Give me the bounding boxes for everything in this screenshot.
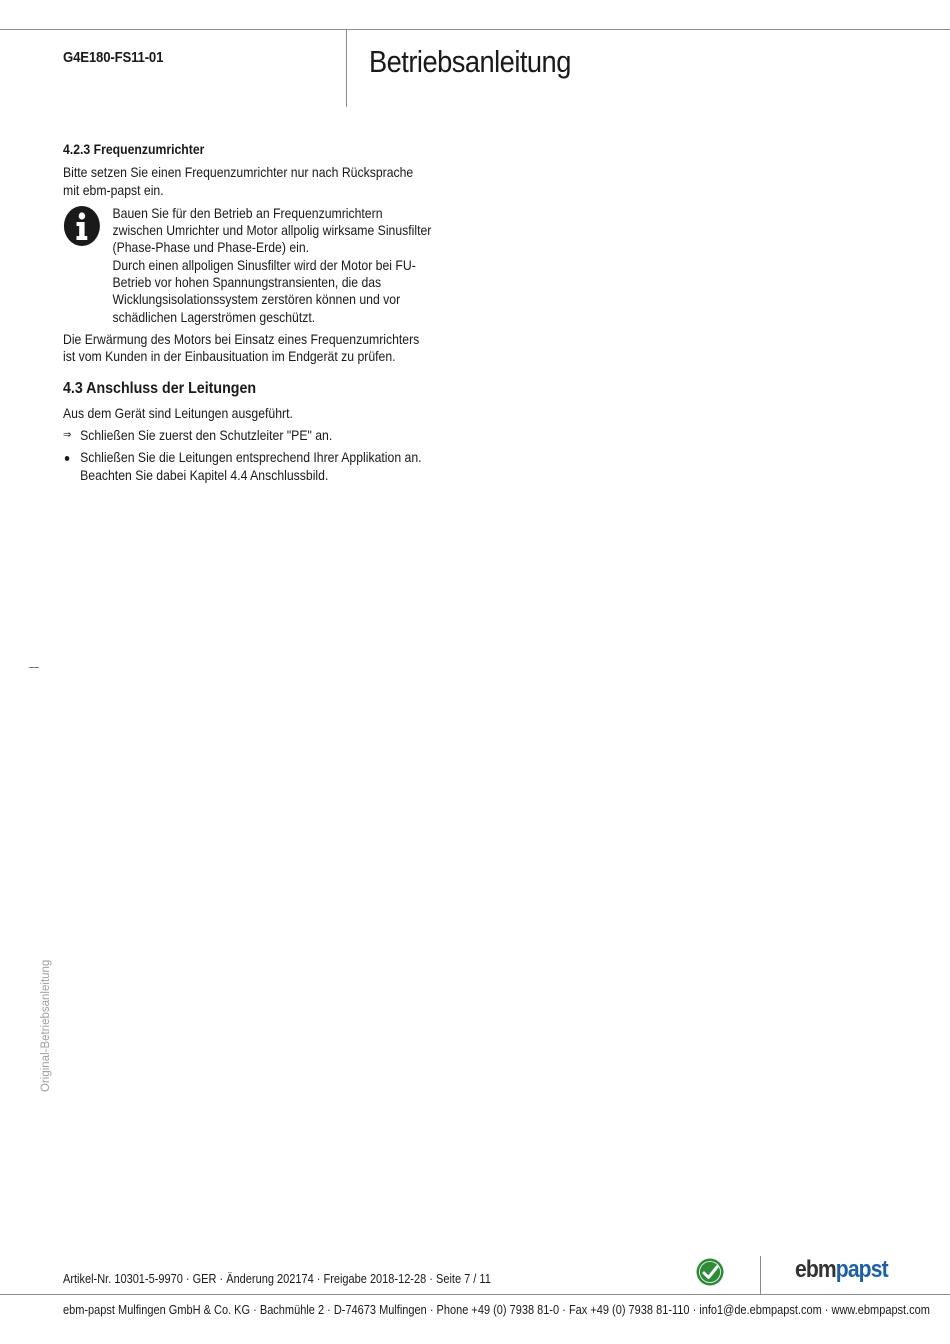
list-item <box>63 449 433 484</box>
step-text: Schließen Sie zuerst den Schutzleiter "PE" an. <box>80 428 333 444</box>
greentech-badge <box>696 1258 724 1286</box>
main-content <box>63 141 483 489</box>
footer-divider <box>760 1256 761 1294</box>
info-note <box>63 205 433 326</box>
bullet-text: Schließen Sie die Leitungen entsprechend Ihrer Applikation an. Beachten Sie dabei Kapitel 4.4 Anschlussbild. <box>80 450 422 483</box>
company-footer: ebm-papst Mulfingen GmbH & Co. KG · Bachmühle 2 · D-74673 Mulfingen · Phone +49 (0) 7938 81-0 · Fax +49 (0) 7938 81-110 · info1@de.ebmpapst.com · www.ebmpapst.com <box>63 1303 930 1317</box>
logo-part-ebm: ebm <box>795 1256 836 1283</box>
logo-part-papst: papst <box>835 1256 888 1283</box>
info-icon <box>63 205 113 326</box>
note-line-1: Bauen Sie für den Betrieb an Frequenzumrichtern zwischen Umrichter und Motor allpolig wirksame Sinusfilter (Phase-Phase und Phase-Erde) ein. <box>112 205 432 256</box>
header-divider <box>346 29 347 107</box>
header-top-rule <box>0 29 950 30</box>
bullet-icon <box>65 456 70 461</box>
note-line-2: Durch einen allpoligen Sinusfilter wird der Motor bei FU-Betrieb vor hohen Spannungstransienten, die das Wicklungsisolationssystem zerstören können und vor schädlichen Lagerströmen geschützt. <box>112 257 416 325</box>
document-title: Betriebsanleitung <box>369 44 571 79</box>
heading-anschluss: 4.3 Anschluss der Leitungen <box>63 379 257 397</box>
arrow-icon: ⇒ <box>63 429 72 442</box>
fold-mark <box>29 667 39 668</box>
anschluss-intro: Aus dem Gerät sind Leitungen ausgeführt. <box>63 405 293 421</box>
model-number: G4E180-FS11-01 <box>63 49 164 66</box>
list-item <box>63 427 433 444</box>
instruction-list <box>63 427 433 484</box>
intro-paragraph: Bitte setzen Sie einen Frequenzumrichter nur nach Rücksprache mit ebm-papst ein. <box>63 165 414 198</box>
side-label: Original-Betriebsanleitung <box>40 959 52 1092</box>
outro-paragraph: Die Erwärmung des Motors bei Einsatz eines Frequenzumrichters ist vom Kunden in der Einbausituation im Endgerät zu prüfen. <box>63 331 420 365</box>
footer-rule <box>0 1294 950 1295</box>
heading-frequenzumrichter: 4.2.3 Frequenzumrichter <box>63 142 205 157</box>
article-info: Artikel-Nr. 10301-5-9970 · GER · Änderung 202174 · Freigabe 2018-12-28 · Seite 7 / 11 <box>63 1272 491 1286</box>
ebmpapst-logo <box>795 1256 888 1284</box>
